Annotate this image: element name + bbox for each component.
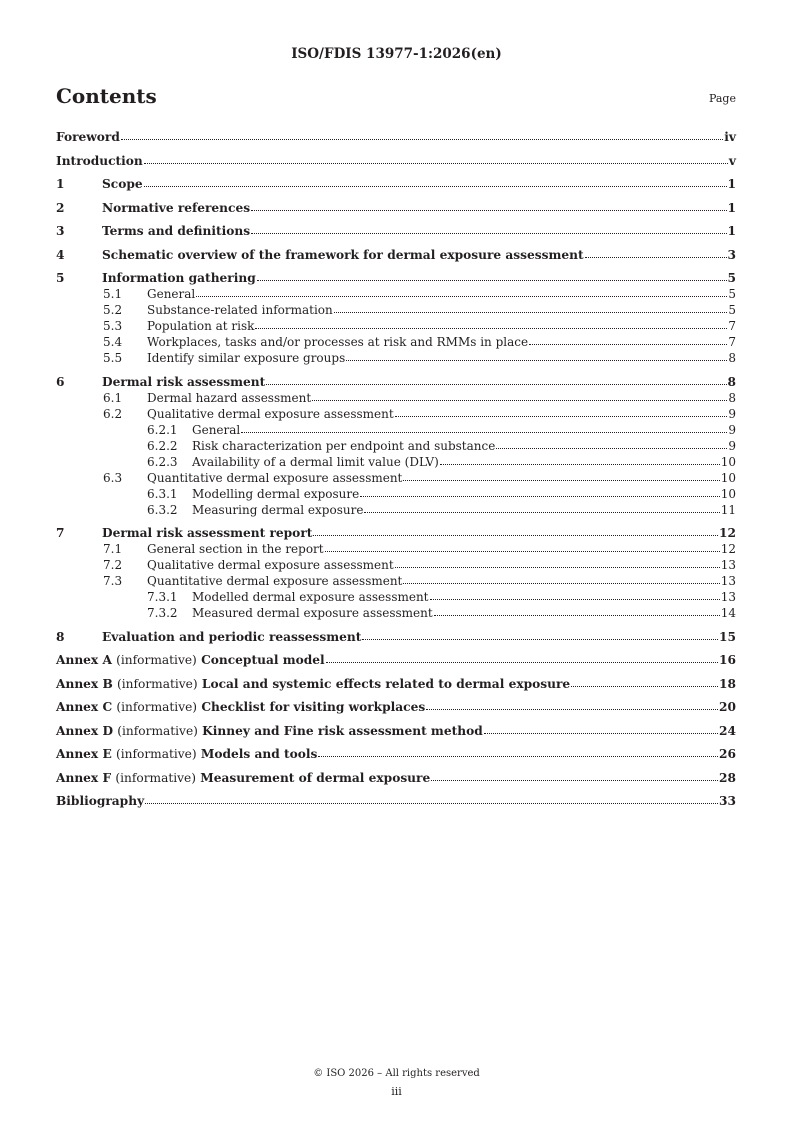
page-title: Contents <box>56 84 157 108</box>
toc-leader-dots <box>266 383 726 385</box>
toc-entry-number: 5.4 <box>103 335 123 349</box>
toc-entry-number: 6.1 <box>103 390 123 405</box>
toc-entry-title <box>56 724 483 738</box>
toc-entry-title: Availability of a dermal limit value (DLV) <box>192 454 439 469</box>
toc-entry-page: 9 <box>728 406 736 421</box>
toc-entry-title: Schematic overview of the framework for dermal exposure assessment <box>102 247 584 262</box>
toc-annex-label: Annex B <box>56 676 113 691</box>
toc-entry-page: 28 <box>719 770 736 785</box>
toc-entry-page: v <box>728 153 736 168</box>
toc-entry-page: 16 <box>719 653 736 667</box>
toc-entry-title: Risk characterization per endpoint and substance <box>192 438 496 453</box>
toc-annex-title: Checklist for visiting workplaces <box>201 700 426 714</box>
toc-entry-number: 5.3 <box>103 319 123 333</box>
toc-entry-title: Normative references <box>102 200 251 215</box>
toc-leader-dots <box>196 295 727 297</box>
toc-entry[interactable] <box>56 606 736 622</box>
toc-entry-title: Scope <box>102 177 143 191</box>
toc-entry[interactable] <box>56 487 736 503</box>
toc-entry-page: 13 <box>720 574 736 588</box>
toc-entry-page: 1 <box>727 224 736 238</box>
toc-entry[interactable] <box>56 455 736 471</box>
toc-entry[interactable] <box>56 439 736 455</box>
toc-entry-title: Dermal risk assessment report <box>102 526 313 540</box>
toc-leader-dots <box>362 638 718 640</box>
toc-entry-page: 26 <box>719 747 736 761</box>
toc-entry-title: General <box>192 422 241 437</box>
toc-entry[interactable] <box>56 391 736 407</box>
toc-entry-page: 20 <box>719 700 736 714</box>
toc-leader-dots <box>484 732 718 734</box>
toc-entry-number: 7 <box>56 526 65 540</box>
toc-entry-page: 8 <box>727 374 736 389</box>
toc-entry-title <box>56 653 325 667</box>
toc-entry-page: 33 <box>719 794 736 808</box>
toc-entry[interactable] <box>56 351 736 367</box>
toc-entry[interactable] <box>56 423 736 439</box>
toc-leader-dots <box>403 479 719 481</box>
toc-entry[interactable] <box>56 154 736 170</box>
toc-entry[interactable] <box>56 724 736 740</box>
toc-annex-type: (informative) <box>117 723 198 738</box>
toc-leader-dots <box>145 802 718 804</box>
toc-entry[interactable] <box>56 677 736 693</box>
toc-entry[interactable] <box>56 630 736 646</box>
toc-entry-page: iv <box>724 130 736 144</box>
toc-entry-page: 7 <box>728 319 736 333</box>
toc-entry-number: 6.3.2 <box>147 502 178 517</box>
toc-annex-type: (informative) <box>116 700 198 714</box>
toc-entry-title: Foreword <box>56 130 120 144</box>
toc-entry-title <box>56 747 317 761</box>
toc-entry-page: 5 <box>727 271 736 285</box>
toc-entry[interactable] <box>56 407 736 423</box>
toc-entry-page: 12 <box>720 542 736 556</box>
toc-annex-title: Models and tools <box>200 747 318 761</box>
toc-leader-dots <box>121 138 723 140</box>
toc-entry-title <box>56 771 430 785</box>
toc-entry[interactable] <box>56 130 736 146</box>
toc-entry-page: 13 <box>720 558 736 572</box>
toc-entry-page: 10 <box>720 486 736 501</box>
toc-entry-page: 7 <box>728 335 736 349</box>
toc-entry-number: 6 <box>56 374 65 389</box>
toc-entry[interactable] <box>56 700 736 716</box>
toc-entry-number: 1 <box>56 177 65 191</box>
toc-entry-number: 3 <box>56 224 65 238</box>
toc-entry-title: Measuring dermal exposure <box>192 502 364 517</box>
toc-entry-number: 7.3.1 <box>147 590 178 604</box>
toc-entry-page: 15 <box>719 629 736 644</box>
toc-entry-title: Workplaces, tasks and/or processes at risk and RMMs in place <box>147 335 529 349</box>
toc-entry[interactable] <box>56 271 736 287</box>
toc-entry-number: 2 <box>56 200 65 215</box>
toc-entry-title: Modelled dermal exposure assessment <box>192 590 429 604</box>
toc-entry-page: 18 <box>719 676 736 691</box>
toc-entry-number: 7.2 <box>103 558 123 572</box>
toc-entry[interactable] <box>56 794 736 810</box>
toc-entry-page: 24 <box>719 723 736 738</box>
toc-leader-dots <box>496 447 727 449</box>
toc-leader-dots <box>334 311 728 313</box>
toc-entry-title: Dermal hazard assessment <box>147 390 312 405</box>
toc-leader-dots <box>571 685 718 687</box>
toc-annex-title: Kinney and Fine risk assessment method <box>202 723 483 738</box>
toc-leader-dots <box>326 661 718 663</box>
toc-entry-number: 6.2.2 <box>147 438 178 453</box>
toc-leader-dots <box>144 162 728 164</box>
toc-entry[interactable] <box>56 201 736 217</box>
toc-entry[interactable] <box>56 526 736 542</box>
toc-entry-number: 5.2 <box>103 303 123 317</box>
toc-annex-label: Annex C <box>56 700 113 714</box>
toc-annex-label: Annex D <box>56 723 114 738</box>
toc-leader-dots <box>312 399 727 401</box>
document-identifier: ISO/FDIS 13977-1:2026(en) <box>291 46 502 62</box>
toc-entry-title: Qualitative dermal exposure assessment <box>147 406 394 421</box>
toc-leader-dots <box>318 755 718 757</box>
toc-leader-dots <box>395 566 720 568</box>
toc-annex-title: Local and systemic effects related to dermal exposure <box>201 676 571 691</box>
toc-entry[interactable] <box>56 574 736 590</box>
toc-entry-title: Dermal risk assessment <box>102 374 266 389</box>
toc-entry-title <box>56 700 425 714</box>
toc-leader-dots <box>325 550 720 552</box>
toc-annex-type: (informative) <box>115 770 196 785</box>
copyright-notice: © ISO 2026 – All rights reserved <box>313 1068 480 1079</box>
toc-leader-dots <box>529 343 727 345</box>
toc-leader-dots <box>346 359 727 361</box>
page-number: iii <box>391 1085 402 1098</box>
toc-leader-dots <box>251 232 726 234</box>
toc-leader-dots <box>251 209 726 211</box>
toc-entry-title: Quantitative dermal exposure assessment <box>147 574 403 588</box>
page-column-label: Page <box>708 92 736 105</box>
toc-entry-title: General section in the report <box>147 542 324 556</box>
toc-annex-title: Measurement of dermal exposure <box>200 770 431 785</box>
toc-annex-label: Annex F <box>56 770 112 785</box>
toc-entry[interactable] <box>56 503 736 519</box>
toc-annex-title: Conceptual model <box>201 653 325 667</box>
toc-entry[interactable] <box>56 287 736 303</box>
toc-annex-type: (informative) <box>116 653 197 667</box>
toc-entry-page: 8 <box>728 351 736 365</box>
toc-entry-number: 4 <box>56 247 65 262</box>
toc-entry-number: 7.3.2 <box>147 606 178 620</box>
toc-entry-title <box>56 677 570 691</box>
toc-entry[interactable] <box>56 375 736 391</box>
toc-entry-number: 6.2.3 <box>147 454 178 469</box>
toc-entry-title: Modelling dermal exposure <box>192 486 360 501</box>
toc-entry[interactable] <box>56 177 736 193</box>
toc-entry[interactable] <box>56 248 736 264</box>
toc-entry-number: 6.3 <box>103 470 123 485</box>
toc-entry[interactable] <box>56 771 736 787</box>
toc-entry-number: 7.3 <box>103 574 123 588</box>
toc-entry-title: Quantitative dermal exposure assessment <box>147 470 403 485</box>
toc-entry-title: Evaluation and periodic reassessment <box>102 629 362 644</box>
toc-entry-page: 10 <box>720 470 736 485</box>
toc-entry[interactable] <box>56 590 736 606</box>
toc-annex-label: Annex A <box>56 653 112 667</box>
toc-entry[interactable] <box>56 747 736 763</box>
toc-entry-page: 9 <box>728 422 736 437</box>
toc-entry-number: 5.5 <box>103 351 123 365</box>
toc-entry-title: Bibliography <box>56 794 145 808</box>
toc-leader-dots <box>364 511 719 513</box>
toc-entry-number: 7.1 <box>103 542 123 556</box>
toc-entry-title: General <box>147 287 196 301</box>
toc-entry[interactable] <box>56 335 736 351</box>
toc-entry[interactable] <box>56 471 736 487</box>
toc-entry-number: 5 <box>56 271 65 285</box>
toc-entry[interactable] <box>56 653 736 669</box>
toc-entry-title: Introduction <box>56 153 143 168</box>
toc-entry-number: 6.2 <box>103 406 123 421</box>
toc-entry-page: 13 <box>720 590 736 604</box>
toc-entry-title: Substance-related information <box>147 303 333 317</box>
toc-leader-dots <box>403 582 719 584</box>
toc-entry-title: Terms and definitions <box>102 224 251 238</box>
toc-leader-dots <box>255 327 727 329</box>
toc-entry-number: 6.3.1 <box>147 486 178 501</box>
toc-entry-title: Population at risk <box>147 319 255 333</box>
toc-leader-dots <box>426 708 718 710</box>
toc-leader-dots <box>257 279 727 281</box>
toc-leader-dots <box>431 779 718 781</box>
toc-entry-page: 3 <box>727 247 736 262</box>
toc-annex-type: (informative) <box>115 747 197 761</box>
toc-entry[interactable] <box>56 542 736 558</box>
toc-entry-page: 12 <box>719 526 736 540</box>
toc-entry[interactable] <box>56 319 736 335</box>
toc-entry-page: 11 <box>720 502 736 517</box>
toc-entry-title: Measured dermal exposure assessment <box>192 606 433 620</box>
toc-entry-title: Qualitative dermal exposure assessment <box>147 558 394 572</box>
toc-leader-dots <box>313 534 718 536</box>
toc-leader-dots <box>440 463 720 465</box>
toc-entry-number: 5.1 <box>103 287 123 301</box>
toc-leader-dots <box>395 415 728 417</box>
toc-annex-type: (informative) <box>117 676 198 691</box>
toc-entry-number: 8 <box>56 629 65 644</box>
toc-leader-dots <box>434 614 720 616</box>
toc-leader-dots <box>241 431 727 433</box>
table-of-contents <box>56 130 736 810</box>
toc-annex-label: Annex E <box>56 747 112 761</box>
toc-entry-page: 8 <box>728 390 736 405</box>
toc-leader-dots <box>585 256 727 258</box>
toc-entry-page: 5 <box>728 303 736 317</box>
toc-entry[interactable] <box>56 224 736 240</box>
toc-entry-page: 1 <box>727 200 736 215</box>
toc-entry-page: 1 <box>727 177 736 191</box>
toc-entry-title: Information gathering <box>102 271 256 285</box>
toc-entry-page: 10 <box>720 454 736 469</box>
toc-entry[interactable] <box>56 558 736 574</box>
toc-leader-dots <box>430 598 720 600</box>
toc-entry-number: 6.2.1 <box>147 422 178 437</box>
toc-leader-dots <box>144 185 727 187</box>
toc-entry-page: 14 <box>720 606 736 620</box>
toc-entry[interactable] <box>56 303 736 319</box>
toc-leader-dots <box>360 495 719 497</box>
toc-entry-title: Identify similar exposure groups <box>147 351 346 365</box>
toc-entry-page: 5 <box>728 287 736 301</box>
toc-entry-page: 9 <box>728 438 736 453</box>
